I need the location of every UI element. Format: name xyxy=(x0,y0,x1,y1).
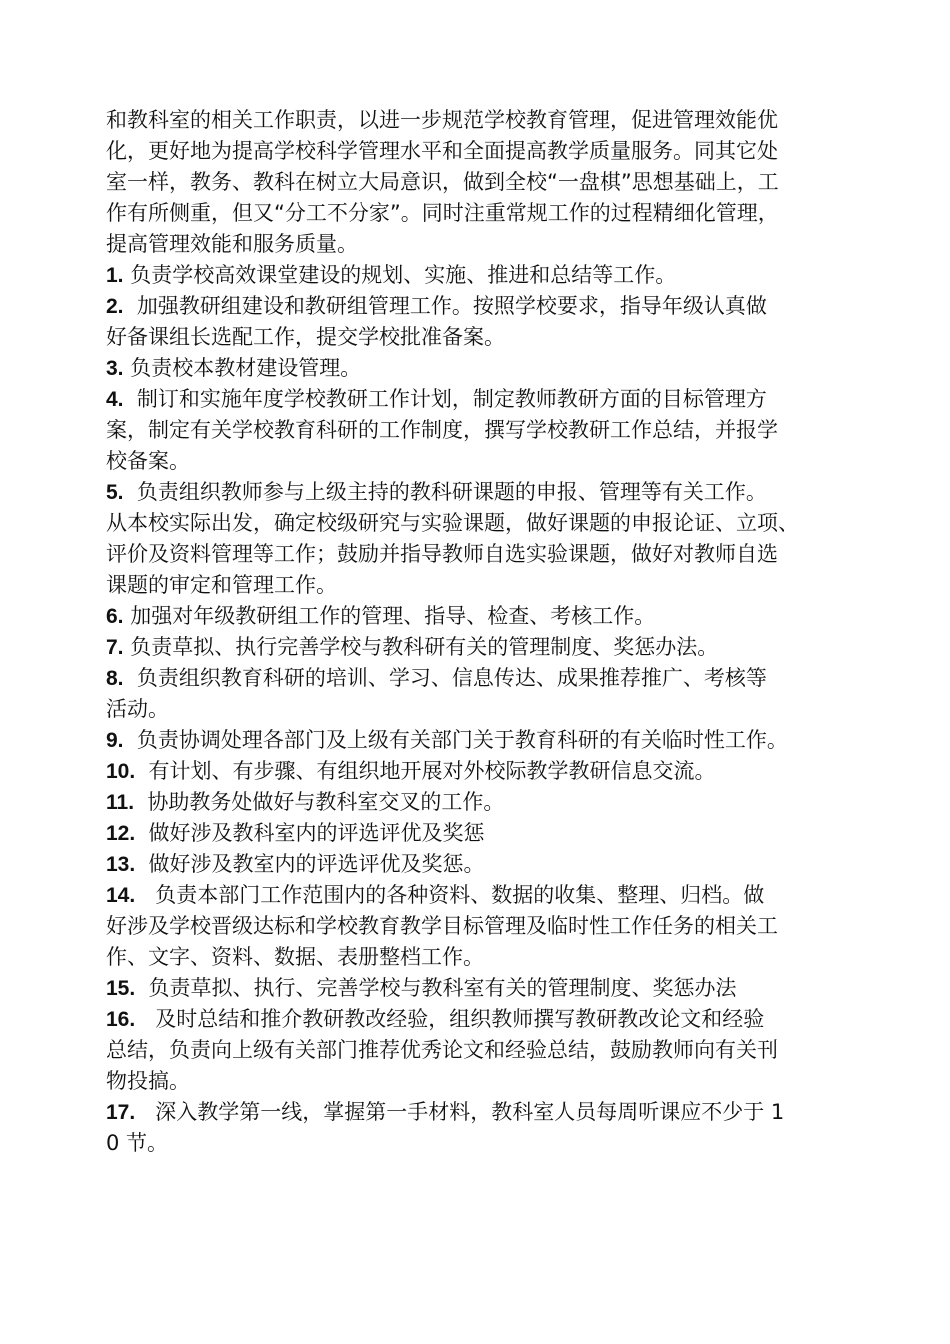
list-item-13 xyxy=(106,849,866,880)
item-continuation: 好涉及学校晋级达标和学校教育教学目标管理及临时性工作任务的相关工 xyxy=(106,914,778,938)
item-continuation: 好备课组长选配工作，提交学校批准备案。 xyxy=(106,325,505,349)
item-text: 及时总结和推介教研教改经验，组织教师撰写教研教改论文和经验 xyxy=(135,1007,765,1031)
item-text: 负责协调处理各部门及上级有关部门关于教育科研的有关临时性工作。 xyxy=(123,728,788,752)
item-text: 负责本部门工作范围内的各种资料、数据的收集、整理、归档。做 xyxy=(135,883,765,907)
item-text: 负责组织教育科研的培训、学习、信息传达、成果推荐推广、考核等 xyxy=(123,666,767,690)
item-text: 做好涉及教室内的评选评优及奖惩。 xyxy=(135,852,485,876)
list-item-10 xyxy=(106,756,866,787)
item-continuation: 物投搞。 xyxy=(106,1069,190,1093)
item-number: 8. xyxy=(106,667,124,690)
list-item-11 xyxy=(106,787,866,818)
item-number: 10. xyxy=(106,760,136,783)
item-text: 有计划、有步骤、有组织地开展对外校际教学教研信息交流。 xyxy=(135,759,716,783)
item-number: 5. xyxy=(106,481,124,504)
intro-line: 提高管理效能和服务质量。 xyxy=(106,232,358,256)
item-number: 12. xyxy=(106,822,136,845)
item-number: 9. xyxy=(106,729,124,752)
item-continuation: 评价及资料管理等工作；鼓励并指导教师自选实验课题，做好对教师自选 xyxy=(106,542,778,566)
item-text: 深入教学第一线，掌握第一手材料，教科室人员每周听课应不少于 1 xyxy=(135,1100,785,1124)
item-text: 做好涉及教科室内的评选评优及奖惩 xyxy=(135,821,485,845)
item-number: 7. xyxy=(106,636,124,659)
list-item-1 xyxy=(106,260,866,291)
item-number: 6. xyxy=(106,605,124,628)
intro-line: 和教科室的相关工作职责，以进一步规范学校教育管理，促进管理效能优 xyxy=(106,108,778,132)
item-continuation: 校备案。 xyxy=(106,449,190,473)
list-item-4 xyxy=(106,384,866,415)
item-text: 负责校本教材建设管理。 xyxy=(123,356,362,380)
item-number: 1. xyxy=(106,264,124,287)
item-text: 负责草拟、执行完善学校与教科研有关的管理制度、奖惩办法。 xyxy=(123,635,719,659)
list-item-12 xyxy=(106,818,866,849)
item-continuation: 从本校实际出发，确定校级研究与实验课题，做好课题的申报论证、立项、 xyxy=(106,511,799,535)
list-item-15 xyxy=(106,973,866,1004)
item-number: 14. xyxy=(106,884,136,907)
item-number: 15. xyxy=(106,977,136,1000)
item-number: 4. xyxy=(106,388,124,411)
list-item-3 xyxy=(106,353,866,384)
item-text: 负责学校高效课堂建设的规划、实施、推进和总结等工作。 xyxy=(123,263,677,287)
item-text: 负责组织教师参与上级主持的教科研课题的申报、管理等有关工作。 xyxy=(123,480,767,504)
item-text: 制订和实施年度学校教研工作计划，制定教师教研方面的目标管理方 xyxy=(123,387,767,411)
item-continuation: 总结，负责向上级有关部门推荐优秀论文和经验总结，鼓励教师向有关刊 xyxy=(106,1038,778,1062)
list-item-9 xyxy=(106,725,866,756)
list-item-16 xyxy=(106,1004,866,1035)
item-continuation: 案，制定有关学校教育科研的工作制度，撰写学校教研工作总结，并报学 xyxy=(106,418,778,442)
item-continuation: 课题的审定和管理工作。 xyxy=(106,573,337,597)
list-item-5 xyxy=(106,477,866,508)
list-item-7 xyxy=(106,632,866,663)
document-body xyxy=(106,105,866,1159)
list-item-2 xyxy=(106,291,866,322)
item-continuation: 活动。 xyxy=(106,697,169,721)
item-text: 加强教研组建设和教研组管理工作。按照学校要求，指导年级认真做 xyxy=(123,294,767,318)
item-number: 3. xyxy=(106,357,124,380)
intro-line: 化，更好地为提高学校科学管理水平和全面提高教学质量服务。同其它处 xyxy=(106,139,778,163)
intro-line: 作有所侧重，但又“分工不分家”。同时注重常规工作的过程精细化管理， xyxy=(106,201,779,225)
item-continuation: 作、文字、资料、数据、表册整档工作。 xyxy=(106,945,484,969)
item-number: 2. xyxy=(106,295,124,318)
list-item-14 xyxy=(106,880,866,911)
list-item-17 xyxy=(106,1097,866,1128)
item-number: 11. xyxy=(106,791,135,814)
item-number: 17. xyxy=(106,1101,136,1124)
item-text: 协助教务处做好与教科室交叉的工作。 xyxy=(134,790,505,814)
item-continuation: 0 节。 xyxy=(106,1131,169,1155)
intro-line: 室一样，教务、教科在树立大局意识，做到全校“一盘棋”思想基础上，工 xyxy=(106,170,779,194)
item-text: 负责草拟、执行、完善学校与教科室有关的管理制度、奖惩办法 xyxy=(135,976,737,1000)
item-text: 加强对年级教研组工作的管理、指导、检查、考核工作。 xyxy=(123,604,656,628)
item-number: 13. xyxy=(106,853,136,876)
list-item-8 xyxy=(106,663,866,694)
list-item-6 xyxy=(106,601,866,632)
item-number: 16. xyxy=(106,1008,136,1031)
